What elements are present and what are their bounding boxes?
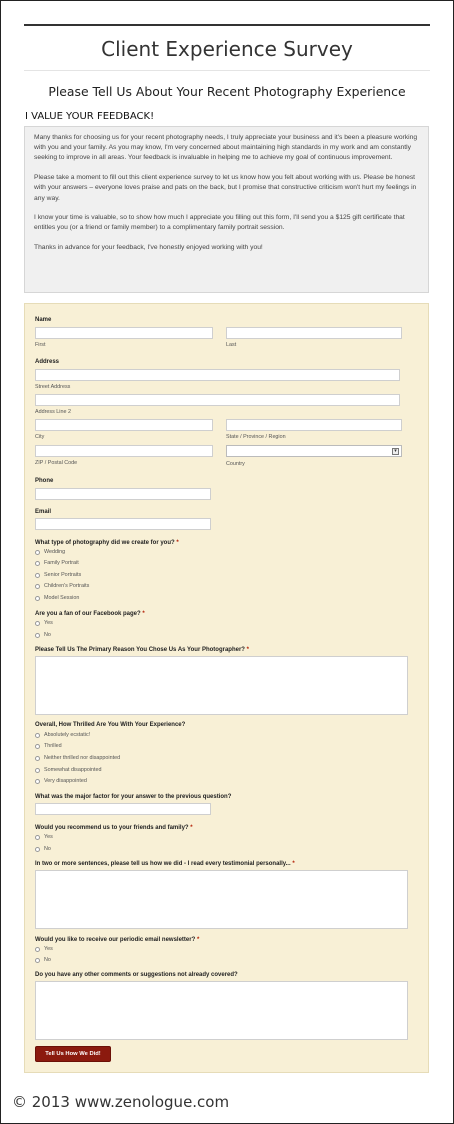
submit-button[interactable]: Tell Us How We Did! <box>35 1046 111 1062</box>
question-text: What type of photography did we create for you? <box>35 540 175 546</box>
major-factor-input[interactable] <box>35 803 211 815</box>
radio-option[interactable] <box>35 583 89 589</box>
question-label <box>35 540 179 546</box>
required-mark: * <box>142 611 145 617</box>
city-sublabel: City <box>35 434 45 440</box>
street-address-sublabel: Street Address <box>35 384 71 390</box>
question-text: Are you a fan of our Facebook page? <box>35 611 141 617</box>
option-label: Yes <box>44 834 53 840</box>
question-text: Overall, How Thrilled Are You With Your Experience? <box>35 722 186 728</box>
radio-option[interactable] <box>35 834 53 840</box>
radio-option[interactable] <box>35 560 79 566</box>
radio-option[interactable] <box>35 778 87 784</box>
required-mark: * <box>176 540 179 546</box>
radio-button[interactable] <box>35 768 40 773</box>
option-label: Senior Portraits <box>44 572 82 578</box>
email-input[interactable] <box>35 518 211 530</box>
question-text: Do you have any other comments or suggestions not already covered? <box>35 972 238 978</box>
radio-option[interactable] <box>35 572 81 578</box>
question-label <box>35 937 199 943</box>
radio-button[interactable] <box>35 756 40 761</box>
phone-input[interactable] <box>35 488 211 500</box>
street-address-input[interactable] <box>35 369 400 381</box>
option-label: Absolutely ecstatic! <box>44 732 91 738</box>
option-label: No <box>44 846 51 852</box>
testimonial-textarea[interactable] <box>35 870 408 929</box>
zip-input[interactable] <box>35 445 213 457</box>
radio-button[interactable] <box>35 596 40 601</box>
comments-textarea[interactable] <box>35 981 408 1040</box>
radio-option[interactable] <box>35 846 51 852</box>
radio-button[interactable] <box>35 584 40 589</box>
question-label <box>35 861 295 867</box>
option-label: Neither thrilled nor disappointed <box>44 755 121 761</box>
top-divider <box>24 24 430 26</box>
primary-reason-textarea[interactable] <box>35 656 408 715</box>
radio-button[interactable] <box>35 847 40 852</box>
radio-button[interactable] <box>35 779 40 784</box>
last-name-sublabel: Last <box>226 342 237 348</box>
radio-option[interactable] <box>35 620 53 626</box>
required-mark: * <box>196 937 200 943</box>
address-line2-input[interactable] <box>35 394 400 406</box>
zip-sublabel: ZIP / Postal Code <box>35 460 78 466</box>
radio-button[interactable] <box>35 633 40 638</box>
option-label: No <box>44 632 51 638</box>
option-label: Yes <box>44 946 53 952</box>
intro-paragraph: Many thanks for choosing us for your recent photography needs, I truly appreciate your business and it's been a pleasure working with you and your family. As you may know, I'm very concerned about maintaining high standards in my work and am constantly seeking to improve in all areas. Your feedback is invaluable in helping me to achieve my goal of continuous improvement. <box>34 134 418 162</box>
radio-option[interactable] <box>35 595 79 601</box>
radio-button[interactable] <box>35 573 40 578</box>
radio-option[interactable] <box>35 632 51 638</box>
first-name-sublabel: First <box>35 342 46 348</box>
radio-option[interactable] <box>35 767 102 773</box>
first-name-input[interactable] <box>35 327 213 339</box>
state-sublabel: State / Province / Region <box>226 434 286 440</box>
option-label: Very disappointed <box>44 778 87 784</box>
page-title: Client Experience Survey <box>101 37 353 61</box>
required-mark: * <box>246 647 249 653</box>
required-mark: * <box>190 825 193 831</box>
radio-option[interactable] <box>35 946 53 952</box>
question-label <box>35 647 249 653</box>
option-label: Yes <box>44 620 53 626</box>
radio-button[interactable] <box>35 744 40 749</box>
question-label <box>35 722 185 728</box>
question-text: Would you recommend us to your friends and family? <box>35 825 189 831</box>
phone-label: Phone <box>35 478 54 484</box>
radio-button[interactable] <box>35 958 40 963</box>
country-select[interactable] <box>226 445 402 457</box>
question-label <box>35 611 145 617</box>
radio-option[interactable] <box>35 743 62 749</box>
option-label: Model Session <box>44 595 80 601</box>
radio-button[interactable] <box>35 947 40 952</box>
page-subtitle: Please Tell Us About Your Recent Photography Experience <box>48 84 406 99</box>
option-label: Children's Portraits <box>44 583 90 589</box>
last-name-input[interactable] <box>226 327 402 339</box>
option-label: Family Portrait <box>44 560 79 566</box>
title-divider <box>24 70 430 71</box>
radio-option[interactable] <box>35 732 90 738</box>
question-text: Would you like to receive our periodic email newsletter? <box>35 937 196 943</box>
required-mark: * <box>292 861 295 867</box>
radio-button[interactable] <box>35 733 40 738</box>
question-text: What was the major factor for your answer to the previous question? <box>35 794 232 800</box>
section-heading: I VALUE YOUR FEEDBACK! <box>25 111 155 122</box>
email-label: Email <box>35 509 52 515</box>
intro-paragraph: Please take a moment to fill out this client experience survey to let us know how you felt about working with us. Please be honest with your answers – everyone loves praise and pats on the back, but I promise that constructive criticism won't hurt my feelings in any way. <box>34 174 417 202</box>
intro-box <box>24 126 429 293</box>
question-label <box>35 825 193 831</box>
intro-paragraph: Thanks in advance for your feedback, I've honestly enjoyed working with you! <box>34 244 263 252</box>
address-label: Address <box>35 359 60 365</box>
option-label: Wedding <box>44 549 66 555</box>
option-label: Thrilled <box>44 743 62 749</box>
option-label: Somewhat disappointed <box>44 767 102 773</box>
radio-button[interactable] <box>35 621 40 626</box>
radio-button[interactable] <box>35 550 40 555</box>
intro-paragraph: I know your time is valuable, so to show how much I appreciate you filling out this form, I'll send you a $125 gift certificate that entitles you (or a friend or family member) to a complimentary family portrait session. <box>34 214 405 232</box>
name-label: Name <box>35 317 52 323</box>
radio-button[interactable] <box>35 835 40 840</box>
radio-button[interactable] <box>35 561 40 566</box>
chevron-down-icon: ▾ <box>392 448 399 455</box>
question-text: In two or more sentences, please tell us how we did - I read every testimonial personally... <box>35 861 291 867</box>
question-text: Please Tell Us The Primary Reason You Chose Us As Your Photographer? <box>35 647 245 653</box>
city-input[interactable] <box>35 419 213 431</box>
radio-option[interactable] <box>35 549 65 555</box>
question-label <box>35 794 231 800</box>
country-sublabel: Country <box>226 461 245 467</box>
option-label: No <box>44 957 51 963</box>
address-line2-sublabel: Address Line 2 <box>35 409 71 415</box>
radio-option[interactable] <box>35 755 120 761</box>
question-label <box>35 972 238 978</box>
copyright-text: © 2013 www.zenologue.com <box>12 1093 230 1111</box>
state-input[interactable] <box>226 419 402 431</box>
radio-option[interactable] <box>35 957 51 963</box>
